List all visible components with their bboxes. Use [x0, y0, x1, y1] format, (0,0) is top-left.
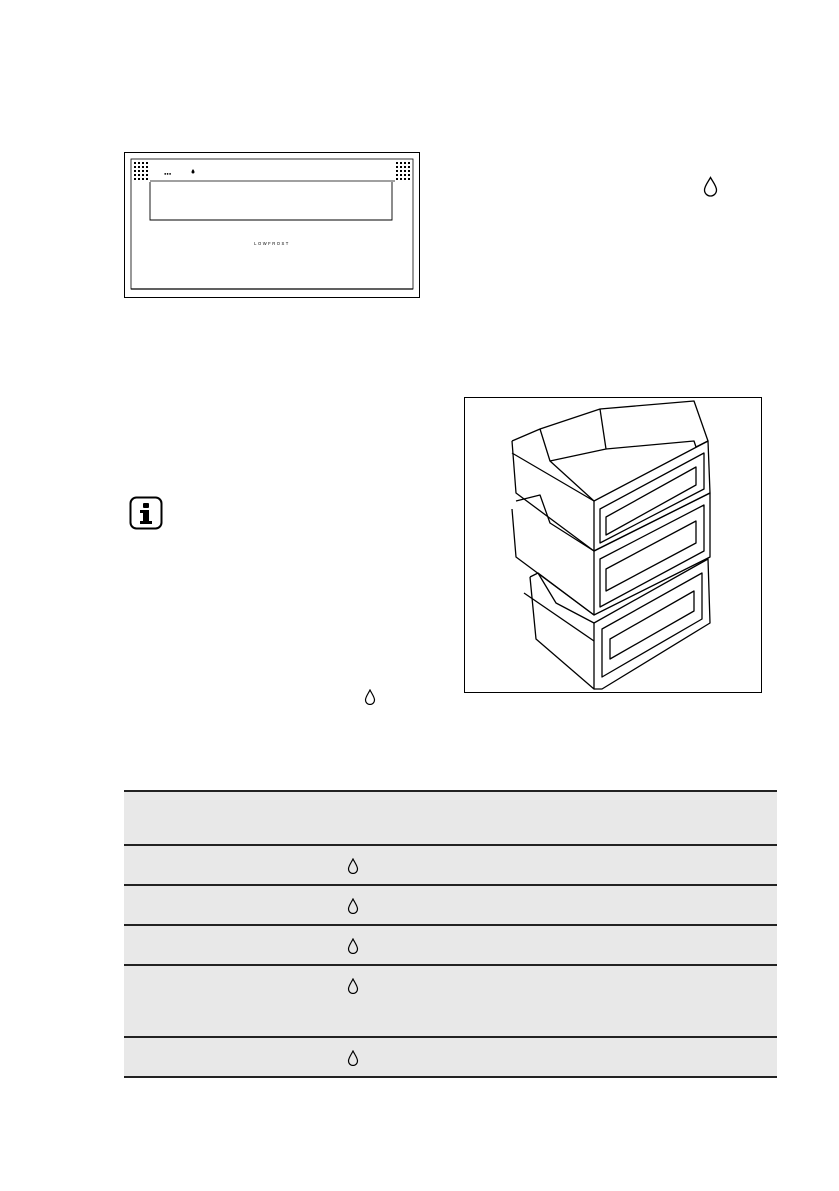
- table-row: [124, 964, 777, 1036]
- settings-table: [124, 790, 777, 1078]
- droplet-icon: [347, 1050, 359, 1066]
- droplet-icon: [347, 938, 359, 954]
- info-icon: [129, 496, 163, 530]
- table-row: [124, 844, 777, 884]
- table-row: [124, 884, 777, 924]
- drawer-front-panel-illustration: [124, 152, 420, 298]
- table-bottom-rule: [124, 1076, 777, 1078]
- table-row: [124, 924, 777, 964]
- droplet-icon: [703, 176, 718, 197]
- droplet-icon: [347, 898, 359, 914]
- panel-indicator-dots: ●●●: [164, 171, 172, 176]
- table-row: [124, 1036, 777, 1076]
- panel-brand-label: LOWFROST: [254, 241, 290, 246]
- droplet-icon: [364, 689, 376, 705]
- vegetable-drawers-illustration: [464, 397, 762, 693]
- droplet-icon: [347, 978, 359, 994]
- table-header-row: [124, 790, 777, 844]
- droplet-icon: [347, 858, 359, 874]
